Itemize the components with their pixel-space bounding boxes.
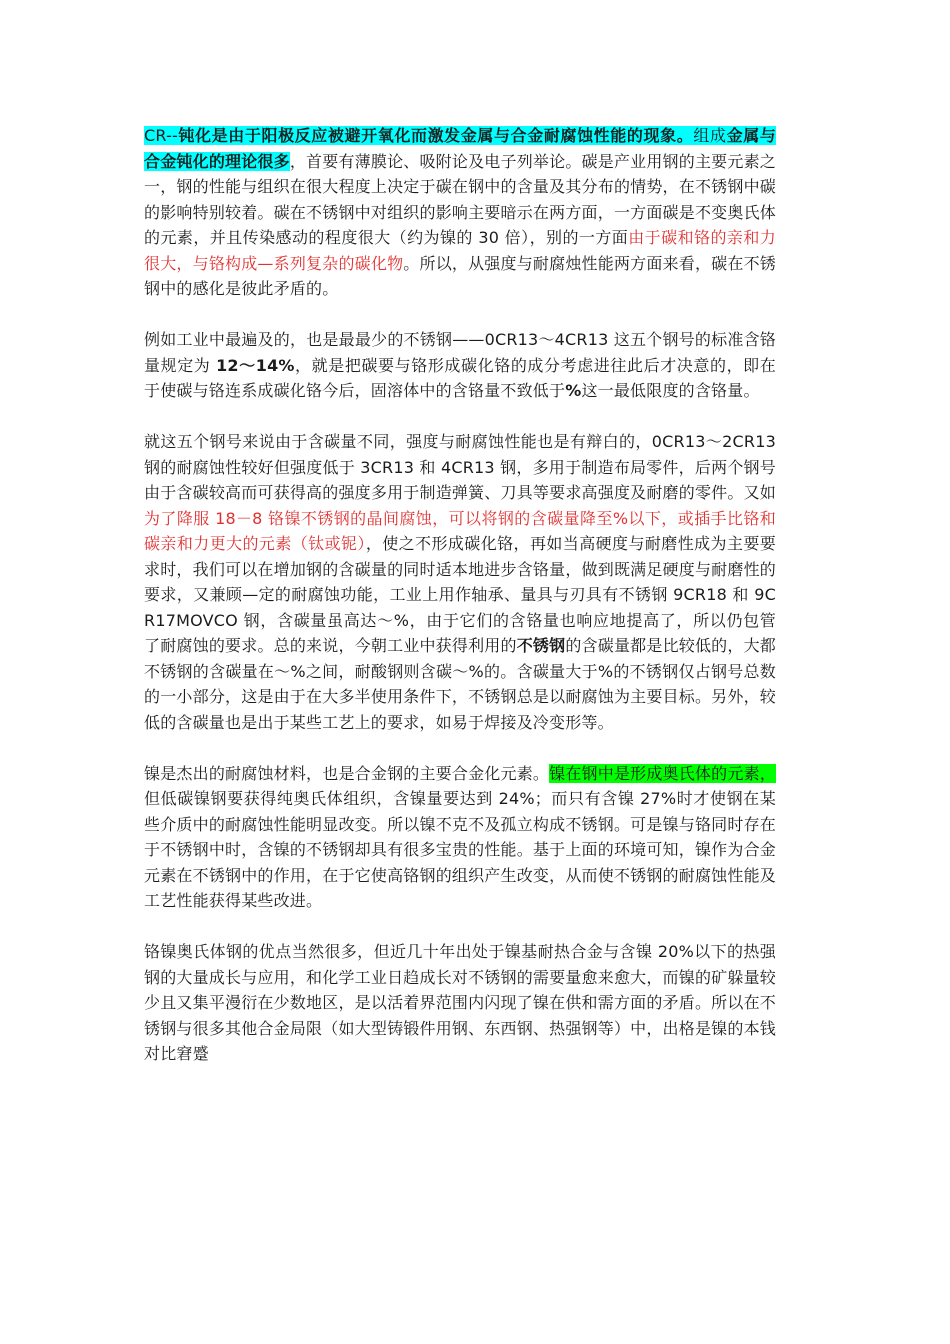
body-text: ，就是把碳要与铬形成碳化铬的成分考虑进往此后才决意的，即在于使碳与铬连系成碳化铬今后，固溶体中的含铬量不致低于 [144, 355, 776, 400]
bold-text: 12～14% [216, 355, 295, 375]
highlighted-text: 镍在钢中是形成奥氏体的元素， [549, 763, 776, 783]
body-text: 镍是杰出的耐腐蚀材料，也是合金钢的主要合金化元素。 [144, 763, 550, 783]
paragraph-chromium-content [144, 327, 776, 404]
body-text: ，首要有薄膜论、吸附论及电子列举论。碳是产业用钢的主要元素之一，钢的性能与组织在很大程度上决定于碳在钢中的含量及其分布的情势，在不锈钢中碳的影响特别较着。碳在不锈钢中对组织的影响主要暗示在两方面，一方面碳是不变奥氏体的元素，并且传染感动的程度很大（约为镍的 30 倍），别的一方面 [144, 151, 776, 247]
paragraph-nickel [144, 761, 776, 914]
body-text: 例如工业中最遍及的，也是最最少的不锈钢——0CR13～4CR13 这五个钢号的标准含铬量规定为 [144, 330, 776, 375]
bold-text: 不锈钢 [516, 636, 566, 655]
body-text: ，使之不形成碳化铬，再如当高硬度与耐磨性成为主要要求时，我们可以在增加钢的含碳量的同时适本地进步含铬量，做到既满足硬度与耐磨性的要求，又兼顾—定的耐腐蚀功能，工业上用作轴承、量具与刃具有不锈钢 9CR18 和 9CR17MOVCO 钢，含碳量虽高达～%，由于它们的含铬量也响应地提高了，所以仍包管了耐腐蚀的要求。总的来说，今朝工业中获得利用的 [144, 534, 776, 655]
paragraph-passivation [144, 123, 776, 302]
red-text: 由于碳和铬的亲和力很大，与铬构成—系列复杂的碳化物 [144, 228, 776, 273]
highlighted-text: 组成 [693, 126, 727, 145]
body-text: 这一最低限度的含铬量。 [581, 381, 760, 400]
document-page [144, 123, 776, 1092]
paragraph-steel-grades [144, 429, 776, 735]
red-text: 为了降服 18－8 铬镍不锈钢的晶间腐蚀，可以将钢的含碳量降至%以下，或插手比铬和碳亲和力更大的元素（钛或铌） [144, 508, 776, 553]
body-text: 但低碳镍钢要获得纯奥氏体组织，含镍量要达到 24%；而只有含镍 27%时才使钢在某些介质中的耐腐蚀性能明显改变。所以镍不克不及孤立构成不锈钢。可是镍与铬同时存在于不锈钢中时，含镍的不锈钢却具有很多宝贵的性能。基于上面的环境可知，镍作为合金元素在不锈钢中的作用，在于它使高铬钢的组织产生改变，从而使不锈钢的耐腐蚀性能及工艺性能获得某些改进。 [144, 789, 776, 910]
highlighted-bold-text: 钝化是由于阳极反应被避开氧化而激发金属与合金耐腐蚀性能的现象。 [178, 126, 694, 145]
paragraph-austenitic-steel [144, 939, 776, 1067]
body-text: 铬镍奥氏体钢的优点当然很多，但近几十年出处于镍基耐热合金与含镍 20%以下的热强钢的大量成长与应用，和化学工业日趋成长对不锈钢的需要量愈来愈大，而镍的矿躲量较少且又集平漫衍在少数地区，是以活着界范围内闪现了镍在供和需方面的矛盾。所以在不锈钢与很多其他合金局限（如大型铸锻件用钢、东西钢、热强钢等）中，出格是镍的本钱对比窘蹙 [144, 942, 776, 1063]
highlighted-bold-text: 金属与合金钝化的理论很多 [144, 126, 776, 171]
body-text: 就这五个钢号来说由于含碳量不同，强度与耐腐蚀性能也是有辩白的，0CR13～2CR13 钢的耐腐蚀性较好但强度低于 3CR13 和 4CR13 钢，多用于制造布局零件，后两个钢号由于含碳较高而可获得高的强度多用于制造弹簧、刀具等要求高强度及耐磨的零件。又如 [144, 432, 776, 502]
body-text: 。所以，从强度与耐腐烛性能两方面来看，碳在不锈钢中的感化是彼此矛盾的。 [144, 253, 776, 298]
body-text: 的含碳量都是比较低的，大都不锈钢的含碳量在～%之间，耐酸钢则含碳～%的。含碳量大于%的不锈钢仅占钢号总数的一小部分，这是由于在大多半使用条件下，不锈钢总是以耐腐蚀为主要目标。另外，较低的含碳量也是出于某些工艺上的要求，如易于焊接及冷变形等。 [144, 636, 776, 732]
bold-text: % [565, 381, 582, 400]
highlighted-text: CR-- [144, 126, 178, 145]
